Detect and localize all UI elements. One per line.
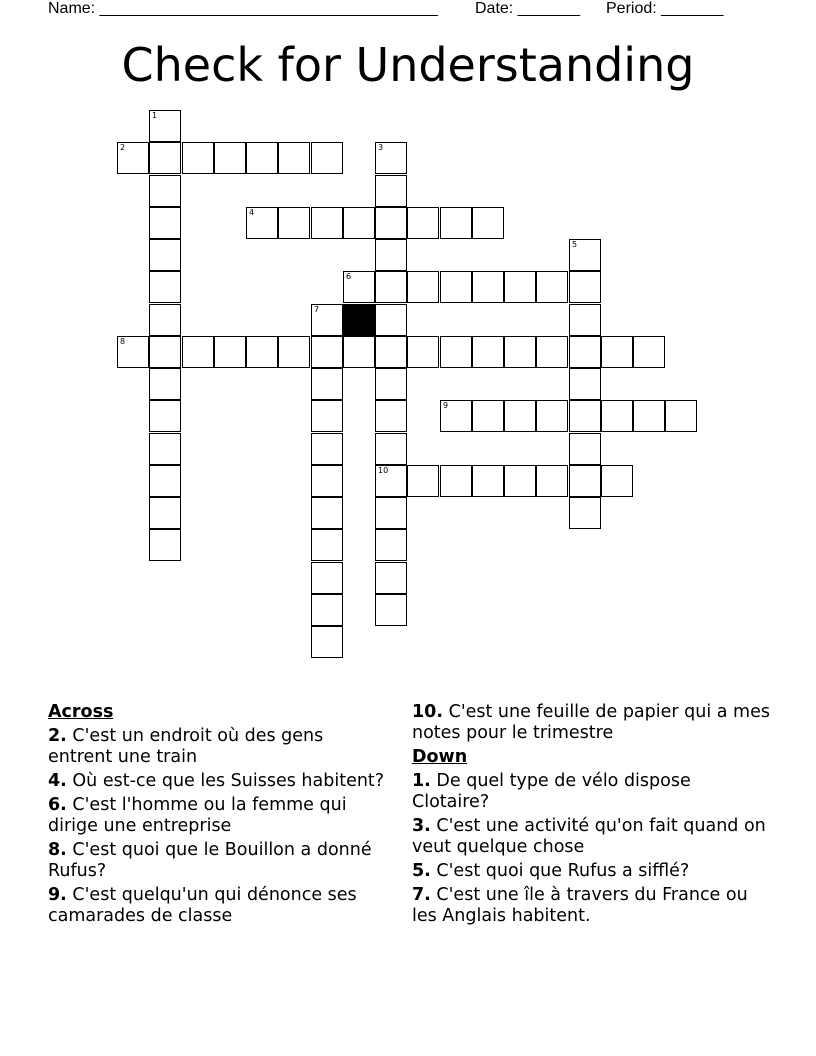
grid-cell[interactable] [633, 336, 665, 368]
clue-number-label: 1 [152, 111, 158, 120]
grid-cell[interactable] [149, 207, 181, 239]
grid-cell[interactable] [375, 400, 407, 432]
grid-cell[interactable] [311, 465, 343, 497]
grid-cell[interactable] [375, 336, 407, 368]
grid-cell[interactable] [343, 336, 375, 368]
clue-across-9: 9. C'est quelqu'un qui dénonce ses camarades de classe [48, 885, 357, 926]
grid-cell[interactable] [343, 207, 375, 239]
grid-cell[interactable] [569, 304, 601, 336]
grid-cell[interactable] [311, 497, 343, 529]
name-field: Name: ______________________________________ [48, 0, 438, 17]
grid-block-cell [343, 304, 375, 336]
clue-number-label: 4 [249, 208, 255, 217]
grid-cell[interactable] [149, 529, 181, 561]
grid-cell[interactable] [440, 465, 472, 497]
grid-cell[interactable] [601, 465, 633, 497]
grid-cell[interactable] [601, 400, 633, 432]
grid-cell[interactable] [375, 271, 407, 303]
grid-cell[interactable] [504, 336, 536, 368]
grid-cell[interactable] [569, 336, 601, 368]
grid-cell[interactable] [278, 142, 310, 174]
clue-across-10: 10. C'est une feuille de papier qui a mes notes pour le trimestre [412, 702, 770, 743]
grid-cell[interactable] [375, 207, 407, 239]
grid-cell[interactable] [149, 271, 181, 303]
clue-down-7: 7. C'est une île à travers du France ou les Anglais habitent. [412, 885, 748, 926]
clue-across-6: 6. C'est l'homme ou la femme qui dirige une entreprise [48, 795, 347, 836]
clue-number-label: 5 [572, 240, 578, 249]
grid-cell[interactable] [536, 465, 568, 497]
grid-cell[interactable] [536, 271, 568, 303]
grid-cell[interactable] [536, 400, 568, 432]
clue-number-label: 9 [443, 401, 449, 410]
grid-cell[interactable] [440, 400, 472, 432]
period-field: Period: _______ [606, 0, 724, 17]
grid-cell[interactable] [311, 562, 343, 594]
grid-cell[interactable] [375, 562, 407, 594]
grid-cell[interactable] [536, 336, 568, 368]
grid-cell[interactable] [117, 336, 149, 368]
grid-cell[interactable] [407, 336, 439, 368]
grid-cell[interactable] [472, 271, 504, 303]
grid-cell[interactable] [149, 304, 181, 336]
grid-cell[interactable] [569, 400, 601, 432]
grid-cell[interactable] [149, 239, 181, 271]
grid-cell[interactable] [569, 239, 601, 271]
grid-cell[interactable] [278, 207, 310, 239]
grid-cell[interactable] [117, 142, 149, 174]
grid-cell[interactable] [149, 433, 181, 465]
grid-cell[interactable] [440, 336, 472, 368]
clue-across-2: 2. C'est un endroit où des gens entrent une train [48, 726, 324, 767]
grid-cell[interactable] [375, 529, 407, 561]
grid-cell[interactable] [472, 465, 504, 497]
clue-number-label: 3 [378, 143, 384, 152]
grid-cell[interactable] [246, 142, 278, 174]
grid-cell[interactable] [149, 336, 181, 368]
grid-cell[interactable] [569, 465, 601, 497]
grid-cell[interactable] [375, 142, 407, 174]
clue-number-label: 10 [378, 466, 389, 475]
grid-cell[interactable] [375, 304, 407, 336]
grid-cell[interactable] [149, 368, 181, 400]
grid-cell[interactable] [504, 465, 536, 497]
grid-cell[interactable] [504, 400, 536, 432]
clue-number-label: 6 [346, 272, 352, 281]
clue-number-label: 8 [120, 337, 126, 346]
clue-down-3: 3. C'est une activité qu'on fait quand on veut quelque chose [412, 816, 766, 857]
grid-cell[interactable] [569, 368, 601, 400]
page-title: Check for Understanding [121, 38, 695, 92]
grid-cell[interactable] [407, 465, 439, 497]
date-field: Date: _______ [475, 0, 580, 17]
grid-cell[interactable] [407, 207, 439, 239]
grid-cell[interactable] [311, 400, 343, 432]
grid-cell[interactable] [311, 304, 343, 336]
grid-cell[interactable] [375, 433, 407, 465]
grid-cell[interactable] [472, 400, 504, 432]
grid-cell[interactable] [375, 368, 407, 400]
grid-cell[interactable] [569, 497, 601, 529]
grid-cell[interactable] [149, 110, 181, 142]
clue-down-5: 5. C'est quoi que Rufus a sifflé? [412, 861, 690, 881]
grid-cell[interactable] [407, 271, 439, 303]
grid-cell[interactable] [246, 207, 278, 239]
grid-cell[interactable] [311, 207, 343, 239]
grid-cell[interactable] [504, 271, 536, 303]
grid-cell[interactable] [311, 433, 343, 465]
grid-cell[interactable] [569, 433, 601, 465]
grid-cell[interactable] [149, 497, 181, 529]
grid-cell[interactable] [311, 594, 343, 626]
grid-cell[interactable] [311, 626, 343, 658]
grid-cell[interactable] [214, 336, 246, 368]
grid-cell[interactable] [440, 207, 472, 239]
grid-cell[interactable] [375, 594, 407, 626]
grid-cell[interactable] [214, 142, 246, 174]
clue-number-label: 7 [314, 305, 320, 314]
grid-cell[interactable] [375, 239, 407, 271]
grid-cell[interactable] [472, 336, 504, 368]
grid-cell[interactable] [633, 400, 665, 432]
grid-cell[interactable] [311, 529, 343, 561]
grid-cell[interactable] [311, 368, 343, 400]
clue-across-8: 8. C'est quoi que le Bouillon a donné Rufus? [48, 840, 372, 881]
grid-cell[interactable] [440, 271, 472, 303]
grid-cell[interactable] [472, 207, 504, 239]
clue-number-label: 2 [120, 143, 126, 152]
across-heading: Across [48, 702, 114, 722]
grid-cell[interactable] [278, 336, 310, 368]
grid-cell[interactable] [375, 175, 407, 207]
grid-cell[interactable] [246, 336, 278, 368]
grid-cell[interactable] [149, 400, 181, 432]
grid-cell[interactable] [343, 271, 375, 303]
grid-cell[interactable] [182, 142, 214, 174]
clues-column-left [48, 702, 393, 930]
grid-cell[interactable] [149, 465, 181, 497]
grid-cell[interactable] [375, 497, 407, 529]
grid-cell[interactable] [182, 336, 214, 368]
clue-across-4: 4. Où est-ce que les Suisses habitent? [48, 771, 385, 791]
grid-cell[interactable] [311, 142, 343, 174]
grid-cell[interactable] [569, 271, 601, 303]
grid-cell[interactable] [311, 336, 343, 368]
grid-cell[interactable] [375, 465, 407, 497]
grid-cell[interactable] [601, 336, 633, 368]
down-heading: Down [412, 747, 468, 767]
grid-cell[interactable] [665, 400, 697, 432]
clue-down-1: 1. De quel type de vélo dispose Clotaire? [412, 771, 691, 812]
grid-cell[interactable] [149, 175, 181, 207]
clues-column-right [412, 702, 772, 930]
grid-cell[interactable] [149, 142, 181, 174]
